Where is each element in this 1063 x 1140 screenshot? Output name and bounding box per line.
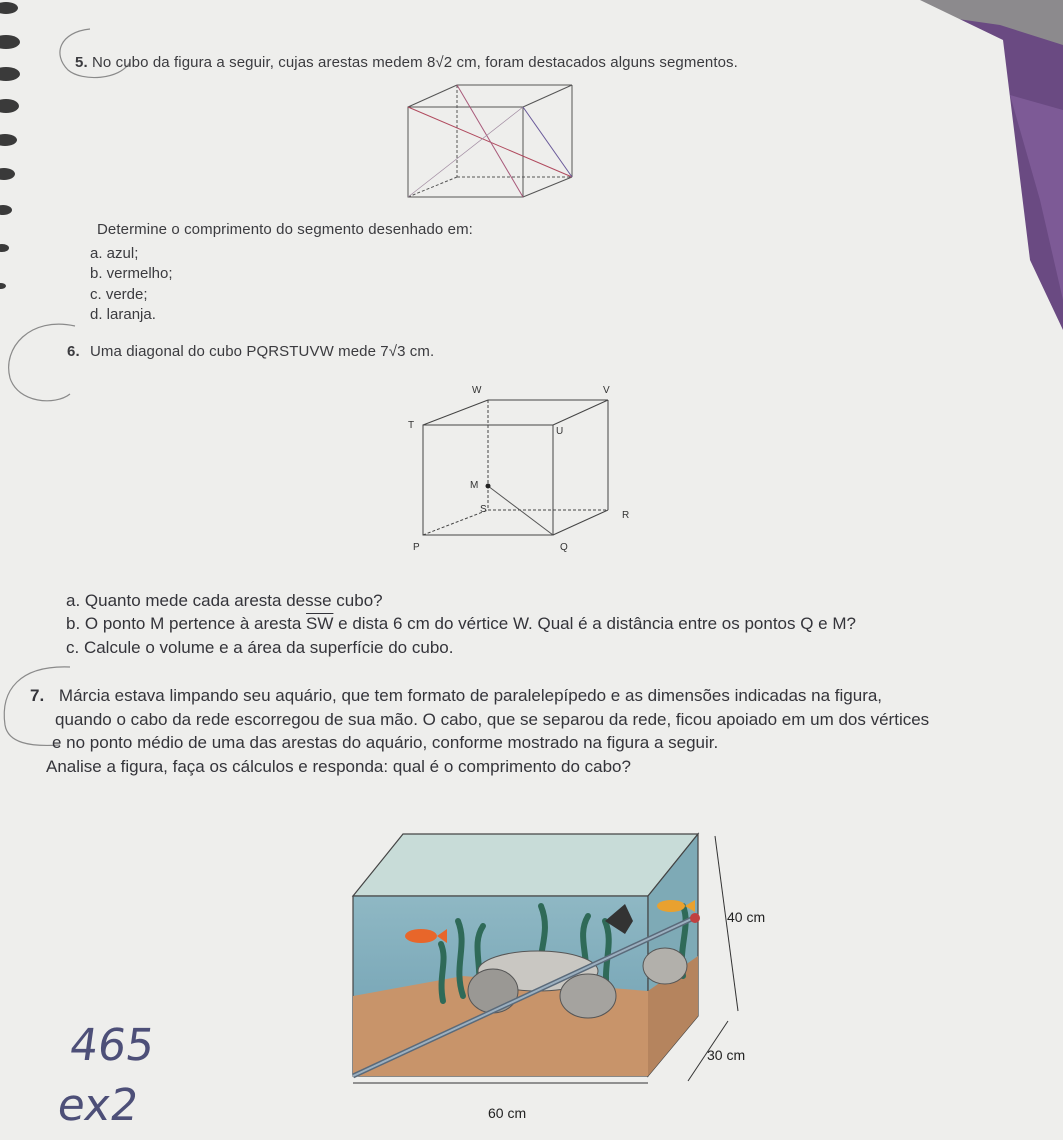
q6-item-a: a. Quanto mede cada aresta desse cubo? [66, 591, 383, 610]
vertex-label-u: U [556, 426, 564, 437]
question-text-end: cm. [405, 343, 435, 360]
dimension-depth: 30 cm [707, 1047, 746, 1063]
dimension-width: 60 cm [488, 1105, 527, 1121]
q6-item-b [66, 614, 856, 634]
pencil-circle-q6 [0, 318, 100, 418]
segment-green [408, 107, 523, 197]
vertex-label-r: R [622, 510, 630, 521]
vertex-label-s: S [480, 504, 487, 515]
edge-value: 8√2 [426, 54, 453, 71]
item-b-text-end: e dista 6 cm do vértice W. Qual é a distância entre os pontos Q e M? [333, 614, 856, 633]
segment-orange [457, 85, 523, 197]
question-7-line4: Analise a figura, faça os cálculos e responda: qual é o comprimento do cabo? [46, 757, 631, 776]
aquarium-illustration [343, 826, 746, 1096]
question-text-end: cm, foram destacados alguns segmentos. [452, 54, 738, 71]
question-number: 6. [67, 343, 80, 360]
question-5 [75, 54, 738, 71]
vertex-label-m: M [470, 480, 479, 491]
vertex-label-v: V [603, 385, 610, 396]
handwritten-note: ex2 [54, 1080, 142, 1131]
handwritten-answer: 465 [66, 1020, 158, 1071]
question-text: Márcia estava limpando seu aquário, que tem formato de paralelepípedo e as dimensões indicadas na figura, [58, 686, 883, 705]
option-b: b. vermelho; [90, 265, 173, 282]
vertex-label-t: T [408, 420, 415, 431]
question-7-line2: quando o cabo da rede escorregou de sua mão. O cabo, que se separou da rede, ficou apoiado em um dos vértices [55, 710, 930, 729]
spiral-binding [0, 0, 40, 320]
question-6 [67, 343, 434, 360]
option-a: a. azul; [90, 245, 139, 262]
point-m [486, 484, 491, 489]
vertex-label-p: P [413, 542, 420, 553]
segment-sw: $\overline{SW}$ [306, 614, 334, 633]
question-number: 7. [30, 686, 45, 705]
cube-figure-pqrstuvw [413, 390, 633, 560]
dimension-height: 40 cm [727, 909, 766, 925]
option-c: c. verde; [90, 286, 148, 303]
diagonal-value: 7√3 [380, 343, 406, 360]
question-7-line1 [30, 686, 882, 706]
question-text: No cubo da figura a seguir, cujas arestas medem [92, 54, 427, 71]
question-7-line3: e no ponto médio de uma das arestas do aquário, conforme mostrado na figura a seguir. [52, 733, 719, 752]
cube-figure-q5 [405, 82, 605, 212]
vertex-label-w: W [472, 385, 482, 396]
vertex-label-q: Q [560, 542, 568, 553]
question-5-prompt: Determine o comprimento do segmento desenhado em: [97, 221, 473, 238]
question-text: Uma diagonal do cubo PQRSTUVW mede [90, 343, 381, 360]
option-d: d. laranja. [90, 306, 156, 323]
item-b-text: b. O ponto M pertence à aresta [66, 614, 307, 633]
question-number: 5. [75, 54, 88, 71]
q6-item-c: c. Calcule o volume e a área da superfície do cubo. [66, 638, 454, 657]
